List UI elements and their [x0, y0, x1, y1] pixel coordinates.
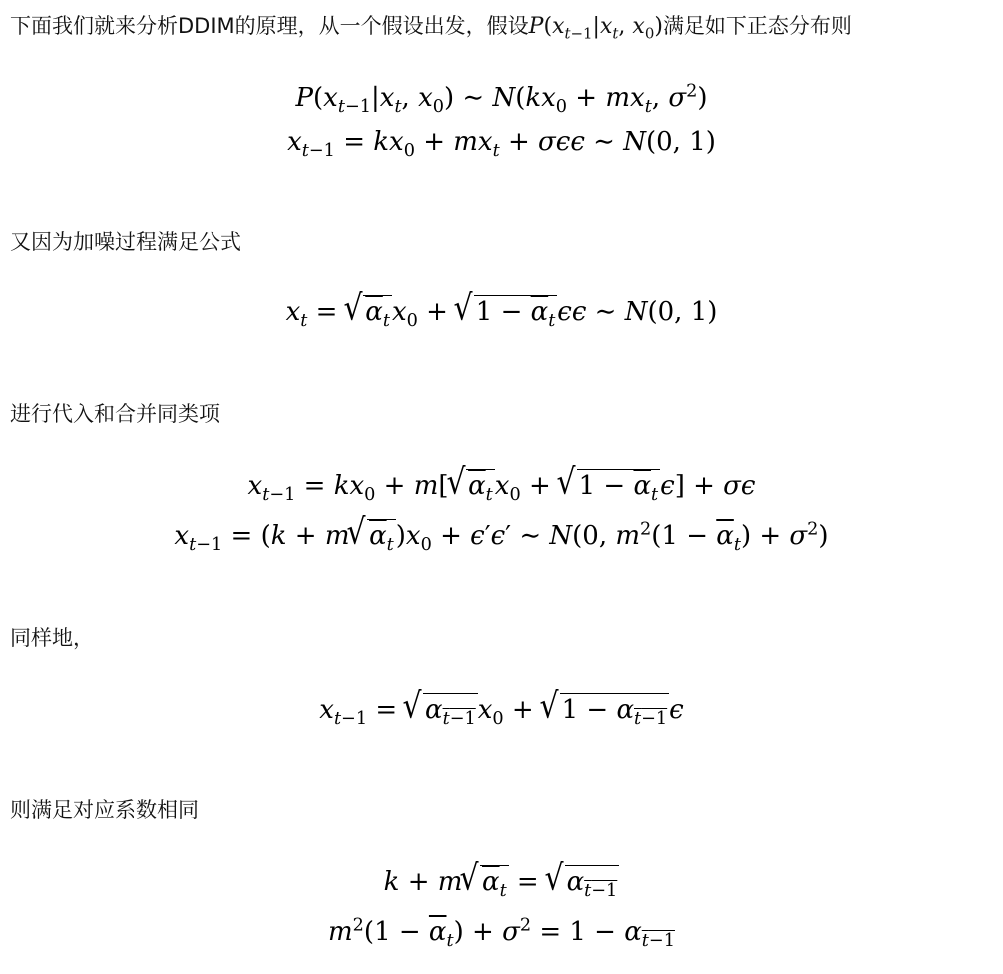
equation-sample-step: $x_{t-1} = kx_0 + mx_t + \sigma\epsilon\epsilon$ ∼ N(0, 1) — [287, 127, 716, 162]
equation-forward-noise: $x_t$ = √ $\alpha_tx_0$ + √ $1 - \overline{\alpha}_t\epsilon\epsilon$ ∼ N(0, 1) — [285, 288, 718, 332]
similarly-paragraph: 同样地， — [10, 626, 94, 650]
equation-conditional-distribution: $P(x_{t-1}|x_t$, $x_0$) ∼ $N(kx_0 + mx_t$, $\sigma^2$) — [295, 81, 708, 118]
intro-text: 下面我们就来分析DDIM的原理，从一个假设出发，假设 — [10, 14, 529, 38]
noise-process-paragraph: 又因为加噪过程满足公式 — [10, 230, 241, 254]
equation-coefficient-k: k + m√ $\alpha_t$ = √ $\alpha_{t-1}$ — [383, 858, 618, 902]
coefficient-paragraph: 则满足对应系数相同 — [10, 798, 199, 822]
substitution-paragraph: 进行代入和合并同类项 — [10, 402, 220, 426]
equation-previous-step: $x_{t-1}$ = √ $\alpha_{t-1}x_0$ + √ $1 - \alpha_{t-1}\epsilon$ — [319, 686, 684, 730]
equation-merged: $x_{t-1} = (k + m√$ $\alpha_t)x_0 + \epsilon'\epsilon'$ ∼ N(0, $m^2(1 - \overline{\alpha}_t) + \sigma^2$) — [174, 512, 829, 556]
equation-coefficient-sigma: $m^2(1 - \overline{\alpha}_t) + \sigma^2 = 1 - \alpha_{t-1}$ — [328, 915, 675, 952]
inline-formula-p: $P(x_{t-1}|x_t$, $x_0$) — [528, 14, 663, 43]
intro-paragraph — [10, 12, 852, 41]
equation-substituted: $x_{t-1} = kx_0 + m[√$ $\alpha_tx_0$ + √ $1 - \overline{\alpha}_t\epsilon] + \sigma\epsilon$ — [247, 462, 756, 506]
intro-text-end: 满足如下正态分布则 — [662, 14, 852, 38]
